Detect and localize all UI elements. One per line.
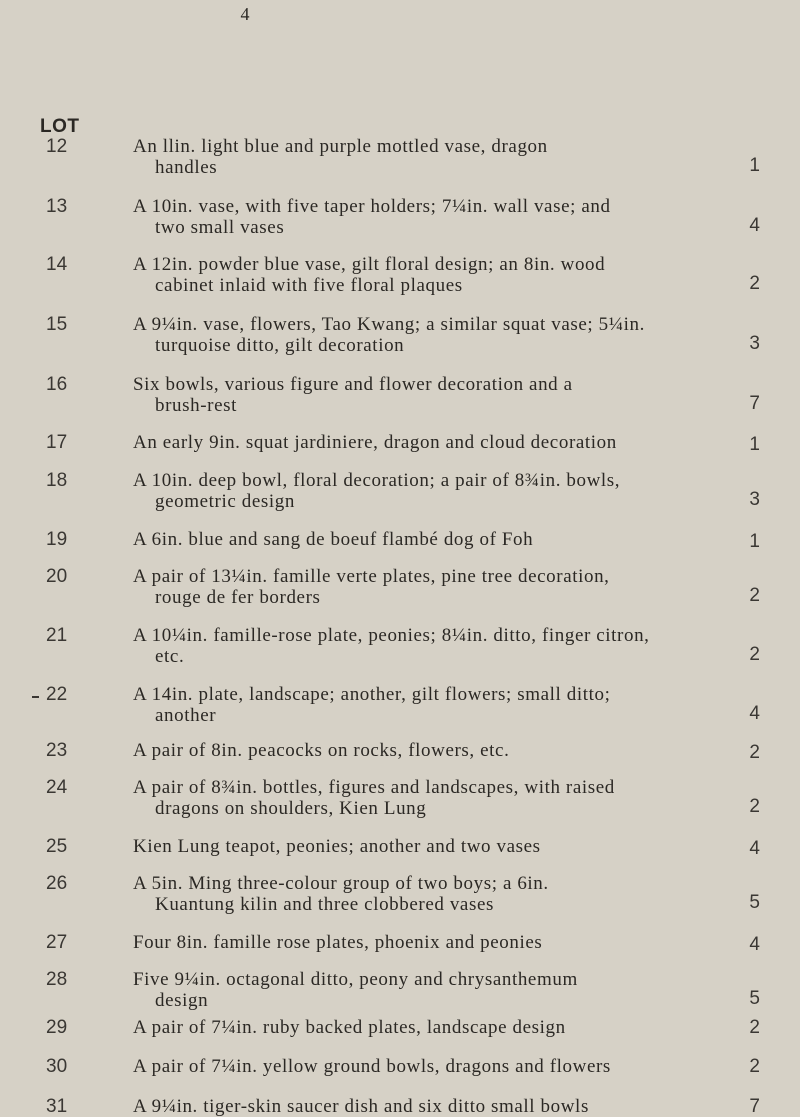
lot-number: 14: [46, 254, 68, 275]
lot-quantity: 2: [749, 742, 760, 763]
lot-description-line: A 14in. plate, landscape; another, gilt flowers; small ditto;: [133, 684, 611, 705]
lot-description: [133, 777, 698, 819]
margin-tick-icon: [32, 696, 39, 698]
lot-description: A 9¼in. tiger-skin saucer dish and six ditto small bowls: [133, 1096, 589, 1117]
lot-description: [133, 873, 698, 915]
lot-number: 20: [46, 566, 68, 587]
lot-description: [133, 969, 698, 1011]
lot-description-line: A 6in. blue and sang de boeuf flambé dog of Foh: [133, 529, 534, 550]
lot-description-line: etc.: [155, 646, 185, 667]
lot-number: 21: [46, 625, 68, 646]
lot-quantity: 5: [749, 988, 760, 1009]
lot-description-line: geometric design: [155, 491, 295, 512]
lot-description: [133, 136, 698, 178]
lot-description-line: A 5in. Ming three-colour group of two boys; a 6in.: [133, 873, 549, 894]
lot-number: 12: [46, 136, 68, 157]
lot-description-line: rouge de fer borders: [155, 587, 321, 608]
lot-description: [133, 625, 698, 667]
lot-number: 24: [46, 777, 68, 798]
lot-quantity: 2: [749, 1056, 760, 1077]
lot-number: 25: [46, 836, 68, 857]
lot-number: 16: [46, 374, 68, 395]
lot-description: [133, 566, 698, 608]
lot-number: 22: [46, 684, 68, 705]
lot-description: [133, 470, 698, 512]
lot-description: A pair of 7¼in. ruby backed plates, landscape design: [133, 1017, 566, 1038]
lot-quantity: 1: [749, 434, 760, 455]
lot-description-line: Kien Lung teapot, peonies; another and two vases: [133, 836, 541, 857]
lot-quantity: 7: [749, 393, 760, 414]
lot-quantity: 2: [749, 1017, 760, 1038]
lot-number: 23: [46, 740, 68, 761]
lot-description: [133, 254, 698, 296]
lot-description: [133, 529, 698, 550]
lot-description-line: An early 9in. squat jardiniere, dragon and cloud decoration: [133, 432, 617, 453]
lot-description: [133, 374, 698, 416]
lot-number: 19: [46, 529, 68, 550]
lot-number: 27: [46, 932, 68, 953]
lot-column-header: LOT: [40, 116, 80, 137]
lot-quantity: 3: [749, 333, 760, 354]
lot-number: 30: [46, 1056, 68, 1077]
lot-description-line: A pair of 13¼in. famille verte plates, pine tree decoration,: [133, 566, 610, 587]
lot-description-line: brush-rest: [155, 395, 237, 416]
lot-quantity: 5: [749, 892, 760, 913]
lot-description-line: A 10¼in. famille-rose plate, peonies; 8¼in. ditto, finger citron,: [133, 625, 650, 646]
lot-description-line: Four 8in. famille rose plates, phoenix and peonies: [133, 932, 543, 953]
lot-quantity: 4: [749, 838, 760, 859]
lot-description-line: two small vases: [155, 217, 285, 238]
lot-number: 15: [46, 314, 68, 335]
lot-description-line: A pair of 8¾in. bottles, figures and landscapes, with raised: [133, 777, 615, 798]
lot-number: 28: [46, 969, 68, 990]
lot-number: 18: [46, 470, 68, 491]
lot-description-line: another: [155, 705, 217, 726]
lot-description-line: cabinet inlaid with five floral plaques: [155, 275, 463, 296]
lot-quantity: 7: [749, 1096, 760, 1117]
lot-description-line: Six bowls, various figure and flower decoration and a: [133, 374, 573, 395]
lot-description-line: design: [155, 990, 209, 1011]
lot-description: [133, 740, 698, 761]
lot-description-line: Kuantung kilin and three clobbered vases: [155, 894, 494, 915]
lot-number: 13: [46, 196, 68, 217]
lot-quantity: 3: [749, 489, 760, 510]
lot-description-line: turquoise ditto, gilt decoration: [155, 335, 405, 356]
lot-description-line: A 10in. vase, with five taper holders; 7¼in. wall vase; and: [133, 196, 611, 217]
lot-quantity: 1: [749, 531, 760, 552]
lot-description: A pair of 7¼in. yellow ground bowls, dragons and flowers: [133, 1056, 611, 1077]
lot-number: 29: [46, 1017, 68, 1038]
lot-quantity: 2: [749, 585, 760, 606]
lot-description: [133, 196, 698, 238]
lot-description: [133, 932, 698, 953]
lot-quantity: 1: [749, 155, 760, 176]
lot-quantity: 4: [749, 215, 760, 236]
lot-description: [133, 314, 698, 356]
lot-description: [133, 684, 698, 726]
lot-description-line: A 9¼in. vase, flowers, Tao Kwang; a similar squat vase; 5¼in.: [133, 314, 645, 335]
page-number: 4: [240, 4, 250, 24]
lot-number: 26: [46, 873, 68, 894]
lot-description-line: Five 9¼in. octagonal ditto, peony and chrysanthemum: [133, 969, 578, 990]
lot-quantity: 2: [749, 796, 760, 817]
lot-quantity: 4: [749, 934, 760, 955]
lot-description: [133, 432, 698, 453]
lot-quantity: 4: [749, 703, 760, 724]
lot-description-line: A 10in. deep bowl, floral decoration; a pair of 8¾in. bowls,: [133, 470, 621, 491]
lot-number: 17: [46, 432, 68, 453]
lot-quantity: 2: [749, 273, 760, 294]
lot-description-line: A pair of 8in. peacocks on rocks, flowers, etc.: [133, 740, 510, 761]
lot-description-line: handles: [155, 157, 218, 178]
lot-description: [133, 836, 698, 857]
lot-number: 31: [46, 1096, 68, 1117]
lot-description-line: A 12in. powder blue vase, gilt floral design; an 8in. wood: [133, 254, 606, 275]
lot-description-line: An llin. light blue and purple mottled vase, dragon: [133, 136, 548, 157]
lot-quantity: 2: [749, 644, 760, 665]
lot-description-line: dragons on shoulders, Kien Lung: [155, 798, 427, 819]
